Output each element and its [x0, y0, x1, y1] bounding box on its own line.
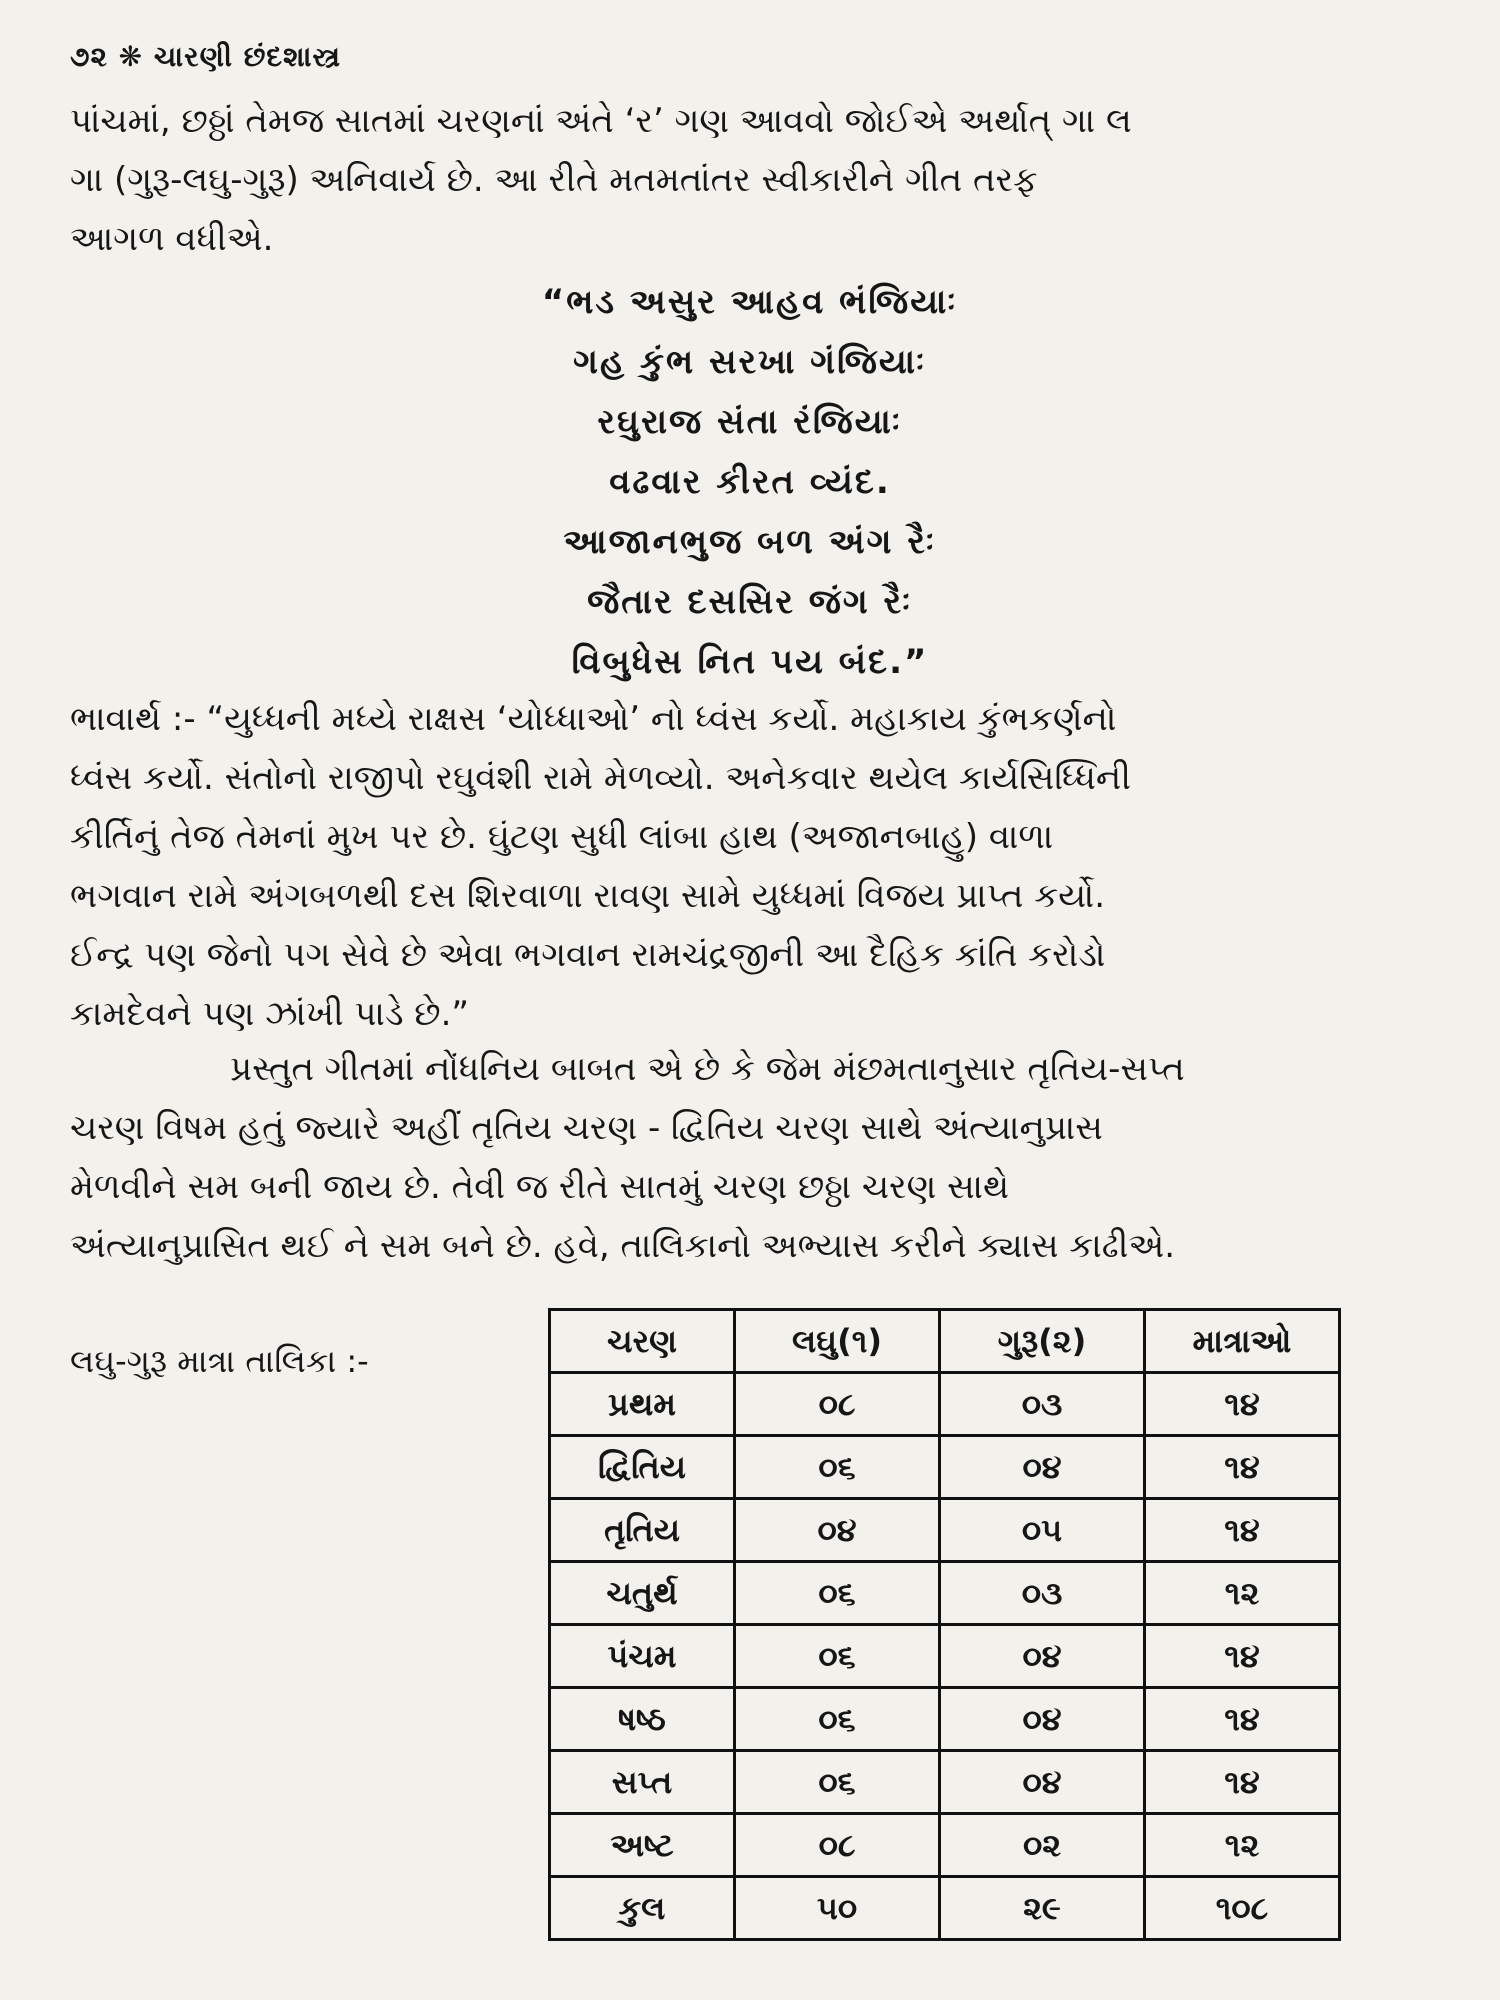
table-header-row: [550, 1310, 1340, 1373]
table-cell: કુલ: [550, 1877, 735, 1940]
table-cell: દ્વિતિય: [550, 1436, 735, 1499]
table-cell: પ્રથમ: [550, 1373, 735, 1436]
table-cell: ચતુર્થ: [550, 1562, 735, 1625]
text-line: અંત્યાનુપ્રાસિત થઈ ને સમ બને છે. હવે, તાલિકાનો અભ્યાસ કરીને ક્યાસ કાઢીએ.: [70, 1226, 1176, 1266]
table-row: [550, 1814, 1340, 1877]
table-cell: તૃતિય: [550, 1499, 735, 1562]
table-cell: સપ્ત: [550, 1751, 735, 1814]
meaning-paragraph: [70, 690, 1450, 1044]
table-cell: ૫૦: [735, 1877, 940, 1940]
table-row: [550, 1499, 1340, 1562]
verse-line: “ભડ અસુર આહવ ભંજિયાઃ: [541, 282, 959, 322]
table-row: [550, 1373, 1340, 1436]
column-header: માત્રાઓ: [1145, 1310, 1340, 1373]
table-cell: ૧૪: [1145, 1751, 1340, 1814]
text-line: કીર્તિનું તેજ તેમનાં મુખ પર છે. ઘુંટણ સુધી લાંબા હાથ (અજાનબાહુ) વાળા: [70, 817, 1054, 857]
poem-verse: [400, 272, 1100, 692]
table-row: [550, 1562, 1340, 1625]
table-cell: ૦૩: [940, 1562, 1145, 1625]
table-cell: ૦૩: [940, 1373, 1145, 1436]
table-cell: ૦૬: [735, 1688, 940, 1751]
table-row: [550, 1751, 1340, 1814]
table-cell: ૦૪: [940, 1688, 1145, 1751]
table-cell: ૧૪: [1145, 1436, 1340, 1499]
table-cell: ૦૫: [940, 1499, 1145, 1562]
table-cell: ૧૨: [1145, 1814, 1340, 1877]
table-row: [550, 1688, 1340, 1751]
matra-table: [548, 1308, 1341, 1941]
text-line: મેળવીને સમ બની જાય છે. તેવી જ રીતે સાતમું ચરણ છઠ્ઠા ચરણ સાથે: [70, 1167, 1010, 1207]
table-cell: પંચમ: [550, 1625, 735, 1688]
table-cell: ૦૬: [735, 1436, 940, 1499]
verse-line: જૈતાર દસસિર જંગ રૈઃ: [587, 582, 913, 622]
column-header: ચરણ: [550, 1310, 735, 1373]
table-cell: ષષ્ઠ: [550, 1688, 735, 1751]
text-line: કામદેવને પણ ઝાંખી પાડે છે.”: [70, 994, 470, 1034]
table-cell: ૦૨: [940, 1814, 1145, 1877]
table-cell: અષ્ટ: [550, 1814, 735, 1877]
text-line: પ્રસ્તુત ગીતમાં નોંધનિય બાબત એ છે કે જેમ મંછમતાનુસાર તૃતિય-સપ્ત: [230, 1049, 1185, 1089]
page-header: ૭૨ ❋ ચારણી છંદશાસ્ત્ર: [70, 40, 342, 73]
column-header: ગુરૂ(૨): [940, 1310, 1145, 1373]
table-cell: ૦૪: [735, 1499, 940, 1562]
table-cell: ૧૪: [1145, 1625, 1340, 1688]
table-cell: ૦૬: [735, 1562, 940, 1625]
table-cell: ૦૮: [735, 1373, 940, 1436]
verse-line: વઢવાર કીરત વ્યંદ.: [609, 462, 891, 502]
intro-paragraph: [70, 92, 1450, 269]
table-cell: ૦૪: [940, 1751, 1145, 1814]
table-cell: ૧૦૮: [1145, 1877, 1340, 1940]
table-cell: ૧૪: [1145, 1373, 1340, 1436]
table-cell: ૨૯: [940, 1877, 1145, 1940]
table-caption: લઘુ-ગુરૂ માત્રા તાલિકા :-: [70, 1342, 369, 1380]
column-header: લઘુ(૧): [735, 1310, 940, 1373]
verse-line: વિબુધેસ નિત પય બંદ.”: [571, 642, 929, 682]
table-cell: ૦૪: [940, 1625, 1145, 1688]
verse-line: ગહ કુંભ સરખા ગંજિયાઃ: [573, 342, 927, 382]
verse-line: રઘુરાજ સંતા રંજિયાઃ: [597, 402, 903, 442]
text-line: ભગવાન રામે અંગબળથી દસ શિરવાળા રાવણ સામે યુધ્ધમાં વિજય પ્રાપ્ત કર્યો.: [70, 876, 1106, 916]
table-row: [550, 1625, 1340, 1688]
table-row: [550, 1436, 1340, 1499]
text-line: ગા (ગુરૂ-લઘુ-ગુરૂ) અનિવાર્ય છે. આ રીતે મતમતાંતર સ્વીકારીને ગીત તરફ: [70, 160, 1038, 200]
verse-line: આજાનભુજ બળ અંગ રૈઃ: [563, 522, 937, 562]
table-cell: ૦૪: [940, 1436, 1145, 1499]
table-cell: ૧૪: [1145, 1499, 1340, 1562]
text-line: પાંચમાં, છઠ્ઠાં તેમજ સાતમાં ચરણનાં અંતે ‘ર’ ગણ આવવો જોઈએ અર્થાત્ ગા લ: [70, 101, 1132, 141]
table-cell: ૦૬: [735, 1625, 940, 1688]
text-line: ઈન્દ્ર પણ જેનો પગ સેવે છે એવા ભગવાન રામચંદ્રજીની આ દૈહિક કાંતિ કરોડો: [70, 935, 1106, 975]
table-cell: ૧૪: [1145, 1688, 1340, 1751]
text-line: ચરણ વિષમ હતું જ્યારે અહીં તૃતિય ચરણ - દ્વિતિય ચરણ સાથે અંત્યાનુપ્રાસ: [70, 1108, 1103, 1148]
text-line: ધ્વંસ કર્યો. સંતોનો રાજીપો રઘુવંશી રામે મેળવ્યો. અનેકવાર થયેલ કાર્યસિધ્ધિની: [70, 758, 1131, 798]
text-line: ભાવાર્થ :- “યુધ્ધની મધ્યે રાક્ષસ ‘યોધ્ધાઓ’ નો ધ્વંસ કર્યો. મહાકાય કુંભકર્ણનો: [70, 699, 1117, 739]
text-line: આગળ વધીએ.: [70, 219, 274, 259]
analysis-paragraph: [70, 1040, 1450, 1276]
table-cell: ૦૮: [735, 1814, 940, 1877]
table-cell: ૦૬: [735, 1751, 940, 1814]
table-total-row: [550, 1877, 1340, 1940]
table-cell: ૧૨: [1145, 1562, 1340, 1625]
